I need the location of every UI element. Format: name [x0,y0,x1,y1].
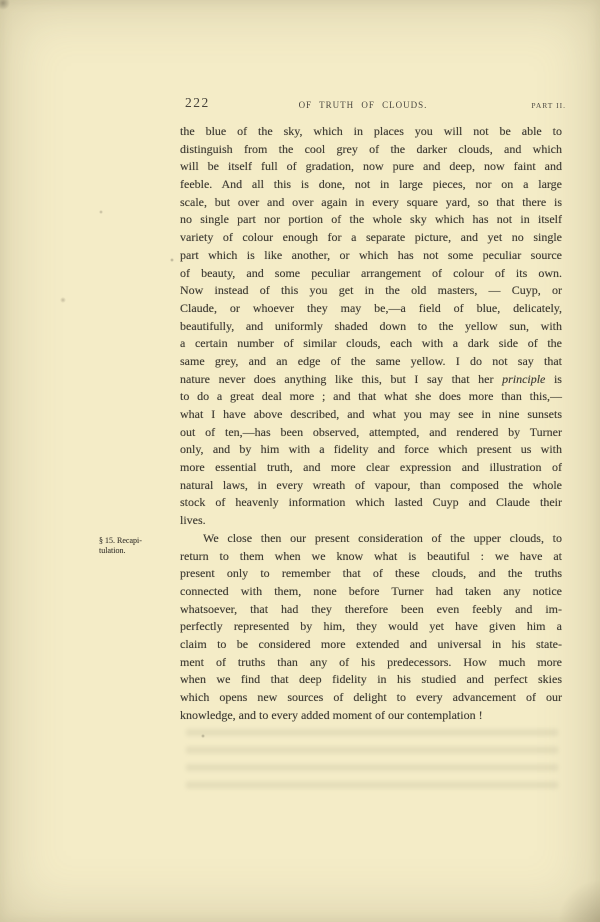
text-line: ment of truths than any of his predecessors. How much more [180,654,562,669]
part-label: PART II. [531,101,566,110]
text-line: Claude, or whoever they may be,—a field of blue, delicately, [180,300,562,315]
text-line: nature never does anything like this, but I say that her principle is [180,371,562,386]
margin-note-line: tulation. [99,545,126,555]
text-line: stock of heavenly information which lasted Cuyp and Claude their [180,495,562,510]
section-margin-note [99,536,179,555]
text-line: when we find that deep fidelity in his studied and perfect skies [180,672,562,687]
running-title: OF TRUTH OF CLOUDS. [298,100,428,110]
text-line: out of ten,—has been observed, attempted, and rendered by Turner [180,424,562,439]
text-line: return to them when we know what is beautiful : we have at [180,548,562,563]
text-line: of beauty, and some peculiar arrangement of colour of its own. [180,265,562,280]
show-through-ghost-text [186,729,558,795]
text-line: claim to be considered more extended and universal in his state- [180,636,562,651]
text-line: will be itself full of gradation, now pure and deep, now faint and [180,159,562,174]
text-line: connected with them, none before Turner had taken any notice [180,583,562,598]
text-line: part which is like another, or which has not some peculiar source [180,247,562,262]
text-line: a certain number of similar clouds, each with a dark side of the [180,336,562,351]
text-line: beautifully, and uniformly shaded down to the yellow sun, with [180,318,562,333]
text-line: scale, but over and over again in every square yard, so that there is [180,194,562,209]
running-head [180,90,566,110]
text-line: distinguish from the cool grey of the darker clouds, and which [180,141,562,156]
text-line: whatsoever, that had they therefore been even feebly and im- [180,601,562,616]
text-line: what I have above described, and what you may see in nine sunsets [180,407,562,421]
text-line: natural laws, in every wreath of vapour, than composed the whole [180,477,562,492]
text-line: same grey, and an edge of the same yellow. I do not say that [180,353,562,368]
text-line: more essential truth, and more clear expression and illustration of [180,460,562,475]
margin-note-line: § 15. Recapi- [99,536,142,545]
page-number: 222 [185,95,210,110]
text-line: no single part nor portion of the whole sky which has not in itself [180,212,562,227]
paragraph-recapitulation [180,530,562,725]
text-line: knowledge, and to every added moment of our contemplation ! [180,707,483,722]
body-text [180,123,562,724]
text-line: to do a great deal more ; and that what she does more than this,— [180,389,562,404]
text-line: only, and by him with a fidelity and force which present us with [180,442,562,457]
text-line: perfectly represented by him, they would yet have given him a [180,619,562,634]
text-line: which opens new sources of delight to every advancement of our [180,690,562,704]
text-line: the blue of the sky, which in places you will not be able to [180,124,562,138]
text-line: Now instead of this you get in the old masters, — Cuyp, or [180,283,562,298]
text-line: feeble. And all this is done, not in large pieces, nor on a large [180,177,562,192]
text-line: variety of colour enough for a separate picture, and yet no single [180,230,562,245]
text-line: present only to remember that of these clouds, and the truths [180,566,562,581]
text-line: lives. [180,513,206,528]
paragraph-continuation [180,123,562,530]
text-line: We close then our present consideration of the upper clouds, to [203,530,562,545]
